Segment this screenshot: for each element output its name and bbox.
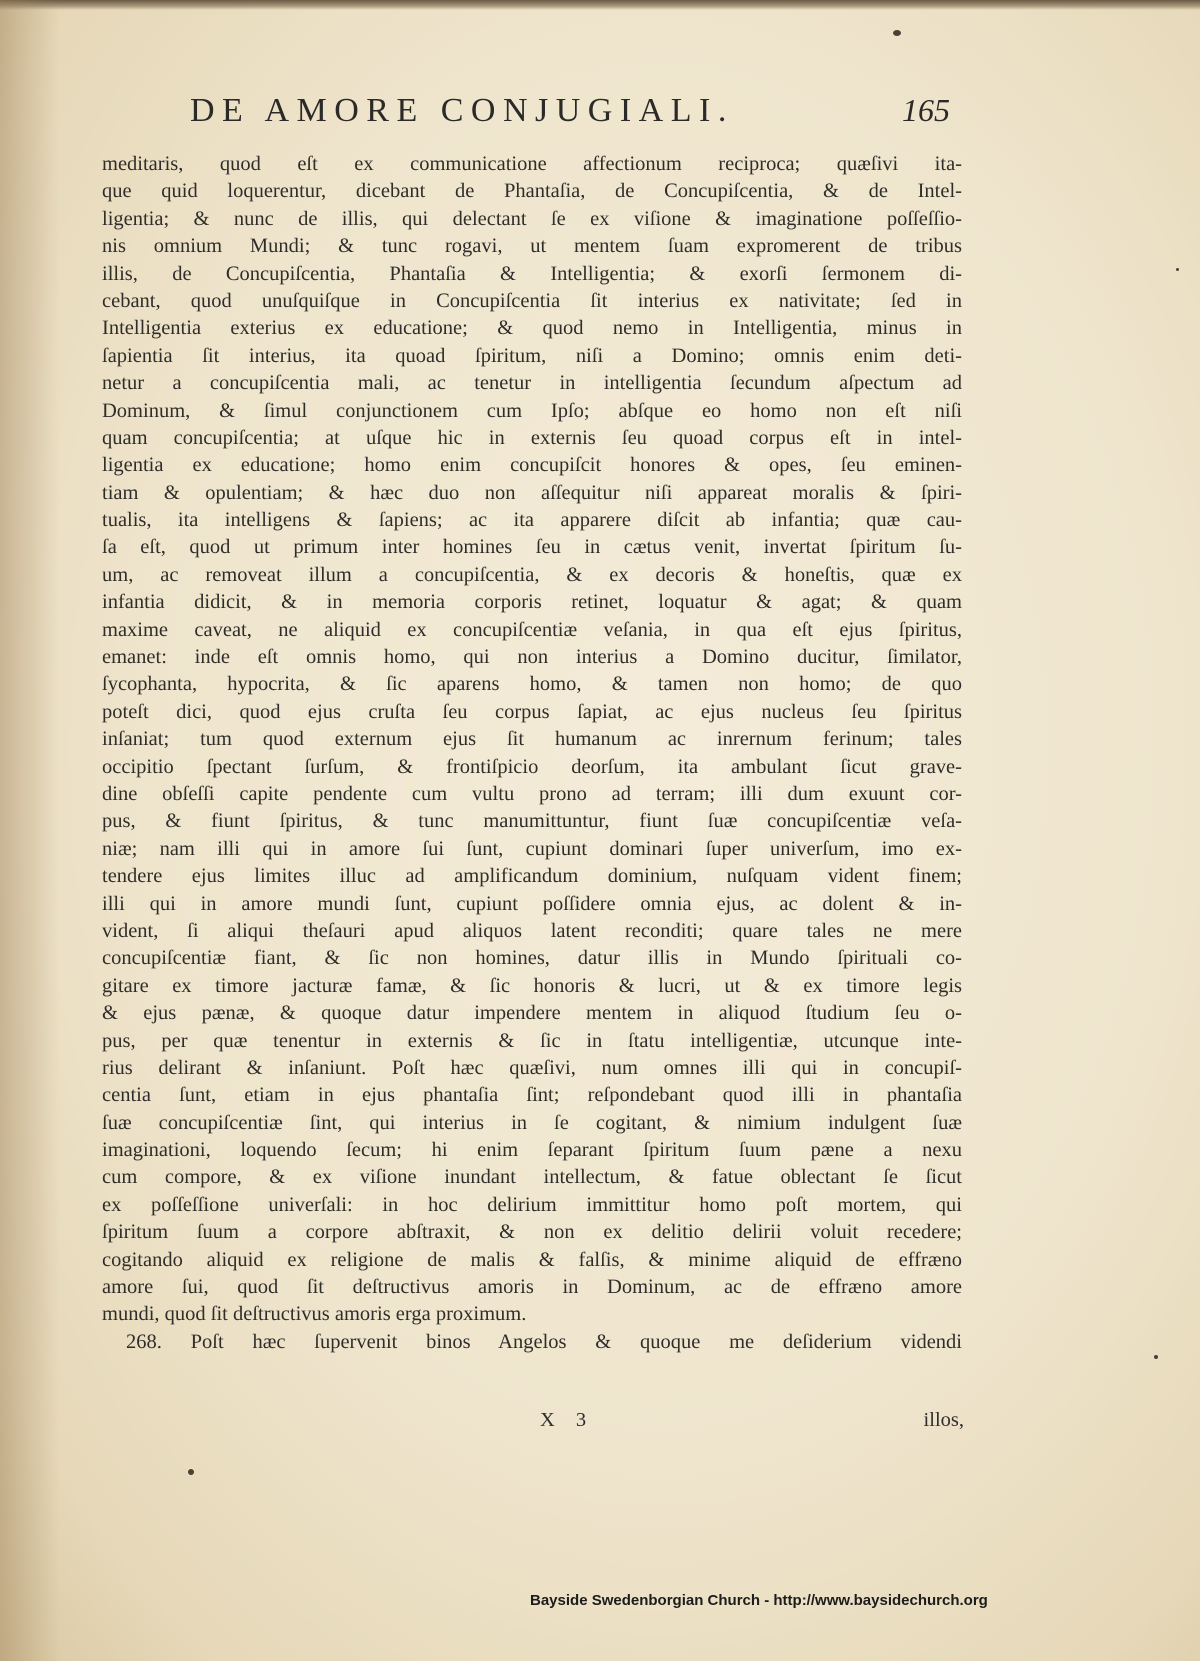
body-text (102, 151, 962, 1356)
text-line: dine obſeſſi capite pendente cum vultu prono ad terram; illi dum exuunt cor- (102, 782, 962, 805)
text-line: emanet: inde eſt omnis homo, qui non interius a Domino ducitur, ſimilator, (102, 646, 962, 669)
watermark: Bayside Swedenborgian Church - http://www.baysidechurch.org (530, 1592, 988, 1609)
text-line: rius delirant & inſaniunt. Poſt hæc quæſivi, num omnes illi qui in concupiſ- (102, 1056, 962, 1079)
text-line: occipitio ſpectant ſurſum, & frontiſpicio deorſum, ita ambulant ſicut grave- (102, 755, 962, 778)
text-line: illi qui in amore mundi ſunt, cupiunt poſſidere omnia ejus, ac dolent & in- (102, 892, 962, 915)
text-line: & ejus pænæ, & quoque datur impendere mentem in aliquod ſtudium ſeu o- (102, 1002, 962, 1025)
page-footer (102, 1409, 962, 1439)
ink-speck (893, 30, 901, 36)
text-line: imaginationi, loquendo ſecum; hi enim ſeparant ſpiritum ſuum pæne a nexu (102, 1139, 962, 1162)
page-number: 165 (902, 92, 950, 128)
signature-mark: X 3 (540, 1409, 595, 1431)
text-line: cum compore, & ex viſione inundant intellectum, & fatue oblectant ſe ſicut (102, 1166, 962, 1189)
text-line: um, ac removeat illum a concupiſcentia, & ex decoris & honeſtis, quæ ex (102, 563, 962, 586)
text-line: infantia didicit, & in memoria corporis retinet, loquatur & agat; & quam (102, 591, 962, 614)
ink-speck (188, 1469, 194, 1475)
text-line: ſapientia ſit interius, ita quoad ſpiritum, niſi a Domino; omnis enim deti- (102, 344, 962, 367)
running-head (190, 92, 990, 142)
paragraph-268-first-line: 268. Poſt hæc ſupervenit binos Angelos & quoque me deſiderium videndi (126, 1330, 962, 1353)
text-line: ligentia; & nunc de illis, qui delectant ſe ex viſione & imaginatione poſſeſſio- (102, 207, 962, 230)
text-line: ſpiritum ſuum a corpore abſtraxit, & non ex delitio delirii voluit recedere; (102, 1221, 962, 1244)
text-line: ſuæ concupiſcentiæ ſint, qui interius in ſe cogitant, & nimium indulgent ſuæ (102, 1111, 962, 1134)
text-line: tualis, ita intelligens & ſapiens; ac ita apparere diſcit ab infantia; quæ cau- (102, 509, 962, 532)
text-line: pus, & fiunt ſpiritus, & tunc manumittuntur, fiunt ſuæ concupiſcentiæ veſa- (102, 810, 962, 833)
text-line: ſycophanta, hypocrita, & ſic aparens homo, & tamen non homo; de quo (102, 673, 962, 696)
text-line: quam concupiſcentia; at uſque hic in externis ſeu quoad corpus eſt in intel- (102, 426, 962, 449)
text-line: poteſt dici, quod ejus cruſta ſeu corpus ſapiat, ac ejus nucleus ſeu ſpiritus (102, 700, 962, 723)
text-line: tiam & opulentiam; & hæc duo non aſſequitur niſi appareat moralis & ſpiri- (102, 481, 962, 504)
text-line: que quid loquerentur, dicebant de Phantaſia, de Concupiſcentia, & de Intel- (102, 180, 962, 203)
text-line: cebant, quod unuſquiſque in Concupiſcentia ſit interius ex nativitate; ſed in (102, 289, 962, 312)
text-line: maxime caveat, ne aliquid ex concupiſcentiæ veſania, in qua eſt ejus ſpiritus, (102, 618, 962, 641)
ink-speck (1154, 1355, 1158, 1359)
text-line: gitare ex timore jacturæ famæ, & ſic honoris & lucri, ut & ex timore legis (102, 974, 962, 997)
text-line: inſaniat; tum quod externum ejus ſit humanum ac inrernum ferinum; tales (102, 728, 962, 751)
catchword: illos, (923, 1409, 964, 1431)
text-line: cogitando aliquid ex religione de malis & falſis, & minime aliquid de effræno (102, 1248, 962, 1271)
text-line: niæ; nam illi qui in amore ſui ſunt, cupiunt dominari ſuper univerſum, imo ex- (102, 837, 962, 860)
text-line: illis, de Concupiſcentia, Phantaſia & Intelligentia; & exorſi ſermonem di- (102, 262, 962, 285)
binding-shadow (0, 0, 60, 1661)
page-top-edge (0, 0, 1200, 10)
text-line: mundi, quod ſit deſtructivus amoris erga proximum. (102, 1303, 527, 1326)
text-line: netur a concupiſcentia mali, ac tenetur in intelligentia ſecundum aſpectum ad (102, 372, 962, 395)
text-line: tendere ejus limites illuc ad amplificandum dominium, nuſquam vident finem; (102, 865, 962, 888)
text-line: centia ſunt, etiam in ejus phantaſia ſint; reſpondebant quod illi in phantaſia (102, 1084, 962, 1107)
text-line: meditaris, quod eſt ex communicatione affectionum reciproca; quæſivi ita- (102, 153, 962, 175)
text-line: ex poſſeſſione univerſali: in hoc delirium immittitur homo poſt mortem, qui (102, 1193, 962, 1216)
text-line: nis omnium Mundi; & tunc rogavi, ut mentem ſuam expromerent de tribus (102, 235, 962, 258)
text-line: amore ſui, quod ſit deſtructivus amoris in Dominum, ac de effræno amore (102, 1276, 962, 1299)
text-line: ſa eſt, quod ut primum inter homines ſeu in cætus venit, invertat ſpiritum ſu- (102, 536, 962, 559)
text-line: pus, per quæ tenentur in externis & ſic in ſtatu intelligentiæ, utcunque inte- (102, 1029, 962, 1052)
ink-speck (1176, 268, 1179, 271)
text-line: Intelligentia exterius ex educatione; & quod nemo in Intelligentia, minus in (102, 317, 962, 340)
text-line: ligentia ex educatione; homo enim concupiſcit honores & opes, ſeu eminen- (102, 454, 962, 477)
text-line: concupiſcentiæ fiant, & ſic non homines, datur illis in Mundo ſpirituali co- (102, 947, 962, 970)
running-title: DE AMORE CONJUGIALI. (190, 92, 734, 129)
text-line: Dominum, & ſimul conjunctionem cum Ipſo; abſque eo homo non eſt niſi (102, 399, 962, 422)
text-line: vident, ſi aliqui theſauri apud aliquos latent reconditi; quare tales ne mere (102, 919, 962, 942)
